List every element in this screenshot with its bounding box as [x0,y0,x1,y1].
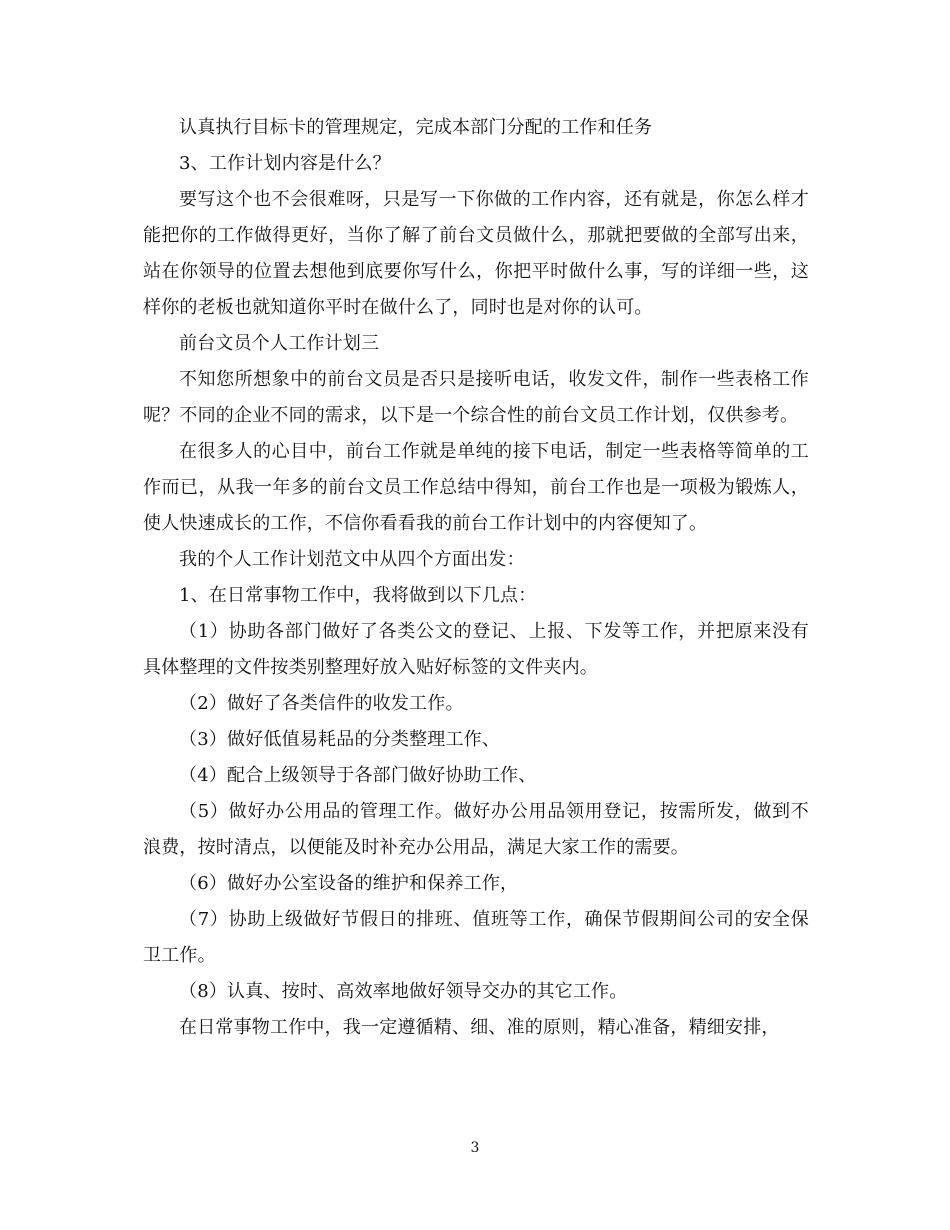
page-number: 3 [470,1140,480,1156]
paragraph: 认真执行目标卡的管理规定，完成本部门分配的工作和任务 [179,117,653,138]
section-heading: 前台文员个人工作计划三 [179,333,380,354]
document-body [143,110,809,1046]
list-item: （2）做好了各类信件的收发工作。 [179,693,464,714]
list-item: （1）协助各部门做好了各类公文的登记、上报、下发等工作，并把原来没有具体整理的文件按类别整理好放入贴好标签的文件夹内。 [143,621,809,678]
paragraph: 要写这个也不会很难呀，只是写一下你做的工作内容，还有就是，你怎么样才能把你的工作做得更好，当你了解了前台文员做什么，那就把要做的全部写出来，站在你领导的位置去想他到底要你写什么，你把平时做什么事，写的详细一些，这样你的老板也就知道你平时在做什么了，同时也是对你的认可。 [143,189,809,318]
list-item: （7）协助上级做好节假日的排班、值班等工作，确保节假期间公司的安全保卫工作。 [143,909,809,966]
paragraph: 我的个人工作计划范文中从四个方面出发： [179,549,525,570]
section-heading: 3、工作计划内容是什么？ [179,153,391,174]
paragraph: 在很多人的心目中，前台工作就是单纯的接下电话，制定一些表格等简单的工作而已，从我一年多的前台文员工作总结中得知，前台工作也是一项极为锻炼人，使人快速成长的工作，不信你看看我的前台工作计划中的内容便知了。 [143,441,809,534]
list-item: （4）配合上级领导于各部门做好协助工作、 [179,765,537,786]
list-item: （5）做好办公用品的管理工作。做好办公用品领用登记，按需所发，做到不浪费，按时清点，以便能及时补充办公用品，满足大家工作的需要。 [143,801,809,858]
list-heading: 1、在日常事物工作中，我将做到以下几点： [179,585,537,606]
list-item: （6）做好办公室设备的维护和保养工作， [179,873,519,894]
paragraph: 不知您所想象中的前台文员是否只是接听电话，收发文件，制作一些表格工作呢？不同的企业不同的需求，以下是一个综合性的前台文员工作计划，仅供参考。 [143,369,809,426]
list-item: （3）做好低值易耗品的分类整理工作、 [179,729,501,750]
paragraph: 在日常事物工作中，我一定遵循精、细、准的原则，精心准备，精细安排， [179,1017,780,1038]
list-item: （8）认真、按时、高效率地做好领导交办的其它工作。 [179,981,628,1002]
